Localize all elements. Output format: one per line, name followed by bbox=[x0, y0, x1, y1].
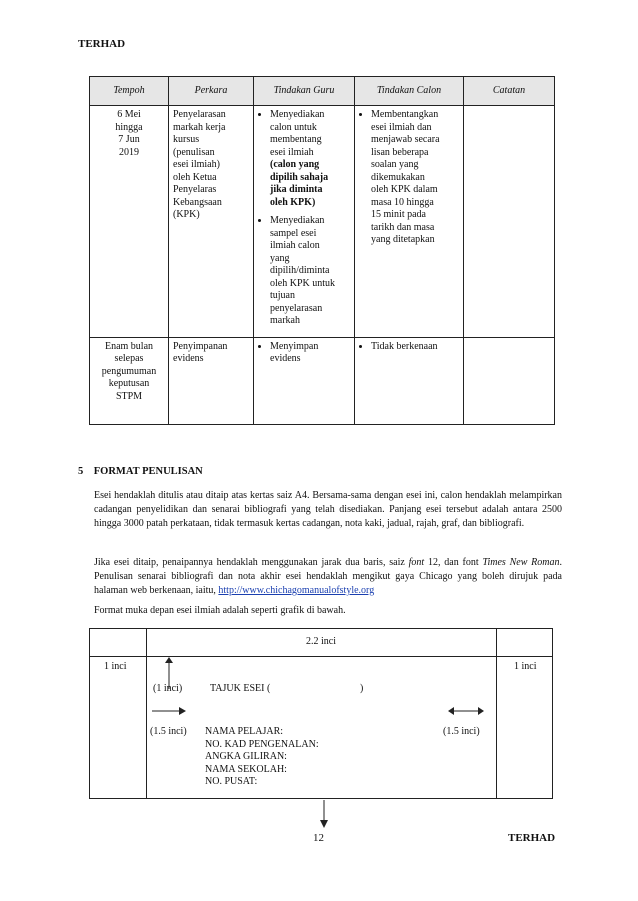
left-indent-label: (1.5 inci) bbox=[150, 726, 187, 737]
footer-classification: TERHAD bbox=[508, 832, 556, 844]
table-header-row bbox=[90, 77, 555, 106]
paragraph-2-text: Jika esei ditaip, penaipannya hendaklah menggunakan jarak dua baris, saiz bbox=[94, 557, 409, 568]
cell-line: Penyelaras bbox=[173, 184, 217, 195]
down-arrow-icon bbox=[318, 800, 330, 828]
divider bbox=[146, 629, 147, 798]
paragraph-2-font-name: Times New Roman bbox=[482, 557, 560, 568]
cell-line: Kebangsaan bbox=[173, 196, 222, 208]
cell-line: oleh KPK untuk bbox=[270, 277, 335, 289]
title-placeholder-close: ) bbox=[360, 683, 364, 694]
cell-line: masa 10 hingga bbox=[371, 196, 434, 208]
cell-line-bold: jika diminta bbox=[270, 184, 323, 195]
cell-line: Penyelarasan bbox=[173, 109, 226, 120]
table-row bbox=[90, 337, 555, 424]
paragraph-1: Esei hendaklah ditulis atau ditaip atas kertas saiz A4. Bersama-sama dengan esei ini, calon hendaklah melampirkan cadangan penyelidikan dan senarai bibliografi yang telah disediakan. Panjang esei tersebut adalah antara 2500 hingga 3000 patah perkataan, tidak termasuk kertas cadangan, nota kaki, jadual, rajah, graf, dan bibliografi. bbox=[94, 490, 562, 529]
section-heading bbox=[78, 466, 203, 477]
cell-line: oleh KPK dalam bbox=[371, 184, 438, 195]
col-header-catatan: Catatan bbox=[464, 77, 555, 106]
cell-line: tujuan bbox=[270, 290, 295, 301]
double-arrow-icon bbox=[448, 706, 484, 716]
cell-tindakan-guru bbox=[254, 337, 355, 424]
section-number: 5 bbox=[78, 466, 84, 477]
cell-catatan bbox=[464, 106, 555, 338]
cell-catatan bbox=[464, 337, 555, 424]
cell-tindakan-guru bbox=[254, 106, 355, 338]
bullet-list bbox=[258, 109, 350, 328]
list-item bbox=[270, 341, 350, 366]
cell-line: 15 minit pada bbox=[371, 209, 426, 220]
title-placeholder: TAJUK ESEI ( bbox=[210, 683, 271, 694]
cell-line: hingga bbox=[115, 121, 143, 133]
paragraph-2 bbox=[94, 556, 562, 598]
cell-line: Penyimpanan bbox=[173, 340, 228, 352]
cell-tempoh bbox=[90, 337, 169, 424]
cell-line: markah kerja bbox=[173, 121, 226, 133]
bullet-list bbox=[359, 341, 459, 354]
list-item bbox=[371, 109, 459, 247]
right-arrow-icon bbox=[152, 706, 186, 716]
page-number: 12 bbox=[313, 832, 324, 844]
cell-line: • Menyediakan bbox=[270, 109, 325, 120]
col-header-tindakan-guru: Tindakan Guru bbox=[254, 77, 355, 106]
cell-line-bold: (calon yang bbox=[270, 159, 320, 170]
cell-line: oleh Ketua bbox=[173, 171, 217, 183]
cell-line: 6 Mei bbox=[117, 109, 141, 120]
col-header-perkara: Perkara bbox=[169, 77, 254, 106]
cell-line: (KPK) bbox=[173, 209, 200, 220]
paragraph-2-text: 12, dan font bbox=[424, 557, 483, 568]
field-label: NO. PUSAT: bbox=[205, 776, 258, 787]
cell-line: membentang bbox=[270, 134, 322, 145]
cell-line: evidens bbox=[173, 353, 204, 364]
bullet-list bbox=[359, 109, 459, 247]
cell-tindakan-calon bbox=[355, 337, 464, 424]
cell-line: esei ilmiah) bbox=[173, 159, 220, 170]
col-header-tindakan-calon: Tindakan Calon bbox=[355, 77, 464, 106]
divider bbox=[90, 656, 552, 657]
cover-format-diagram bbox=[89, 628, 553, 799]
cell-line: markah bbox=[270, 315, 300, 326]
left-margin-label: 1 inci bbox=[104, 661, 127, 672]
col-header-tempoh: Tempoh bbox=[90, 77, 169, 106]
cell-line: dikemukakan bbox=[371, 171, 425, 183]
cell-line: esei ilmiah bbox=[270, 146, 314, 158]
cell-line: keputusan bbox=[108, 378, 150, 389]
top-margin-label: 2.2 inci bbox=[306, 636, 336, 647]
cell-line: • Menyimpan bbox=[270, 340, 319, 352]
cell-line: sampel esei bbox=[270, 227, 317, 239]
divider bbox=[496, 629, 497, 798]
cell-line: STPM bbox=[115, 390, 143, 402]
cell-perkara bbox=[169, 337, 254, 424]
paragraph-2-font: font bbox=[408, 557, 425, 568]
cell-line: (penulisan bbox=[173, 146, 215, 158]
field-label: NO. KAD PENGENALAN: bbox=[205, 738, 319, 750]
cell-line: yang ditetapkan bbox=[371, 234, 435, 245]
field-label: NAMA PELAJAR: bbox=[205, 726, 284, 737]
cell-line: kursus bbox=[173, 134, 200, 145]
cell-line-bold: dipilih sahaja bbox=[270, 171, 329, 183]
cell-tindakan-calon bbox=[355, 106, 464, 338]
cell-line: • Membentangkan bbox=[371, 109, 439, 120]
cell-line: • Menyediakan bbox=[270, 215, 325, 226]
section-title: FORMAT PENULISAN bbox=[93, 466, 203, 477]
cell-line: yang bbox=[270, 252, 290, 264]
title-gap-label: (1 inci) bbox=[153, 683, 183, 694]
header-classification: TERHAD bbox=[78, 38, 126, 50]
cell-line: calon untuk bbox=[270, 121, 317, 133]
cell-line: ilmiah calon bbox=[270, 240, 320, 251]
cell-line: pengumuman bbox=[101, 365, 157, 377]
chicago-style-link[interactable]: http://www.chichagomanualofstyle.org bbox=[218, 585, 375, 596]
cell-line: esei ilmiah dan bbox=[371, 121, 432, 133]
paragraph-2-text: . Penulisan senarai bibliografi dan nota akhir esei hendaklah mengikut gaya Chicago yang boleh dirujuk pada halaman web berkenaan, iaitu, bbox=[94, 557, 562, 596]
student-fields bbox=[205, 726, 319, 789]
cell-perkara bbox=[169, 106, 254, 338]
schedule-table bbox=[89, 76, 555, 425]
paragraph-3: Format muka depan esei ilmiah adalah seperti grafik di bawah. bbox=[94, 605, 346, 616]
cell-line: selepas bbox=[114, 353, 144, 364]
cell-line: penyelarasan bbox=[270, 302, 323, 314]
field-label: NAMA SEKOLAH: bbox=[205, 763, 287, 775]
table-row bbox=[90, 106, 555, 338]
list-item: • Tidak berkenaan bbox=[371, 341, 459, 354]
cell-line: lisan beberapa bbox=[371, 146, 429, 158]
list-item bbox=[270, 109, 350, 209]
field-label: ANGKA GILIRAN: bbox=[205, 751, 287, 762]
bullet-list bbox=[258, 341, 350, 366]
right-margin-label: 1 inci bbox=[514, 661, 537, 672]
cell-line-bold: oleh KPK) bbox=[270, 196, 316, 208]
cell-line: soalan yang bbox=[371, 159, 419, 170]
cell-line: evidens bbox=[270, 353, 301, 364]
cell-tempoh bbox=[90, 106, 169, 338]
list-item bbox=[270, 215, 350, 328]
cell-line: dipilih/diminta bbox=[270, 265, 330, 276]
cell-line: 7 Jun bbox=[118, 134, 140, 145]
cell-line: 2019 bbox=[119, 146, 139, 158]
cell-line: menjawab secara bbox=[371, 134, 440, 145]
right-indent-label: (1.5 inci) bbox=[443, 726, 480, 737]
cell-line: Enam bulan bbox=[104, 340, 154, 352]
cell-line: tarikh dan masa bbox=[371, 221, 435, 233]
